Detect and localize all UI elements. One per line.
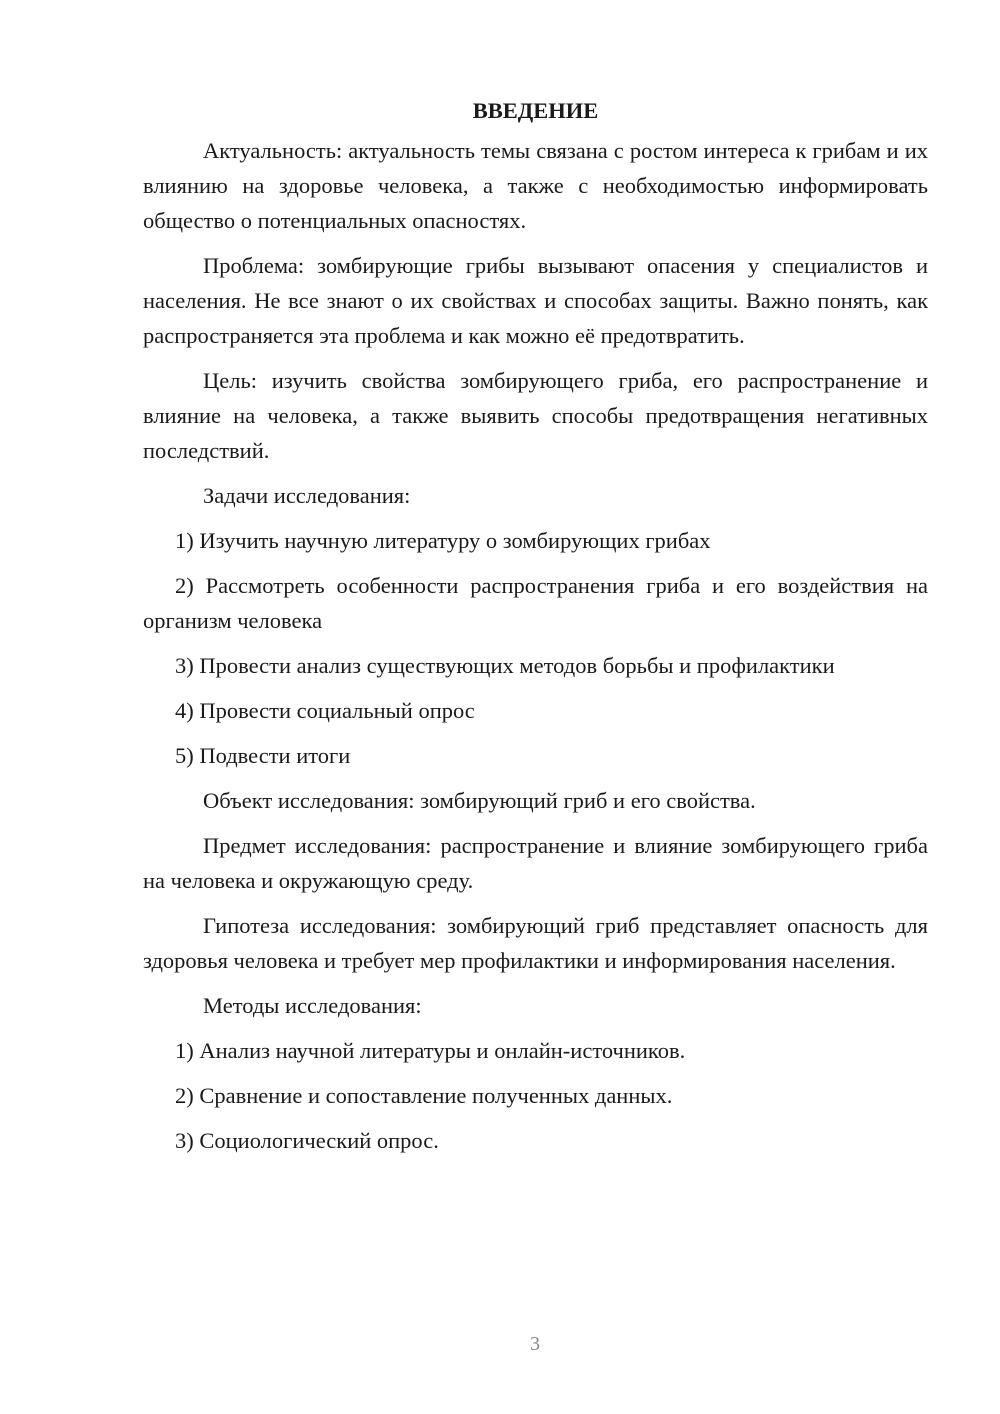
relevance-paragraph: Актуальность: актуальность темы связана с ростом интереса к грибам и их влиянию на здоровье человека, а также с необходимостью информировать общество о потенциальных опасностях. <box>143 138 928 233</box>
task-item: 1) Изучить научную литературу о зомбирующих грибах <box>175 528 711 553</box>
goal-paragraph: Цель: изучить свойства зомбирующего гриба, его распространение и влияние на человека, а также выявить способы предотвращения негативных последствий. <box>143 368 928 463</box>
page-title: ВВЕДЕНИЕ <box>472 98 599 123</box>
methods-heading: Методы исследования: <box>203 993 422 1018</box>
method-item: 1) Анализ научной литературы и онлайн-источников. <box>175 1038 686 1063</box>
problem-paragraph: Проблема: зомбирующие грибы вызывают опасения у специалистов и населения. Не все знают о их свойствах и способах защиты. Важно понять, как распространяется эта проблема и как можно её предотвратить. <box>143 253 928 348</box>
task-item: 3) Провести анализ существующих методов борьбы и профилактики <box>175 653 835 678</box>
tasks-heading: Задачи исследования: <box>203 483 411 508</box>
task-item: 2) Рассмотреть особенности распространения гриба и его воздействия на организм человека <box>143 573 928 633</box>
task-item: 5) Подвести итоги <box>175 743 351 768</box>
method-item: 2) Сравнение и сопоставление полученных данных. <box>175 1083 673 1108</box>
task-item: 4) Провести социальный опрос <box>175 698 475 723</box>
method-item: 3) Социологический опрос. <box>175 1128 439 1153</box>
page-number: 3 <box>530 1333 540 1355</box>
hypothesis-paragraph: Гипотеза исследования: зомбирующий гриб представляет опасность для здоровья человека и требует мер профилактики и информирования населения. <box>143 913 928 973</box>
subject-paragraph: Предмет исследования: распространение и влияние зомбирующего гриба на человека и окружающую среду. <box>143 833 928 893</box>
object-paragraph: Объект исследования: зомбирующий гриб и его свойства. <box>203 788 756 813</box>
document-page <box>143 95 928 1168</box>
